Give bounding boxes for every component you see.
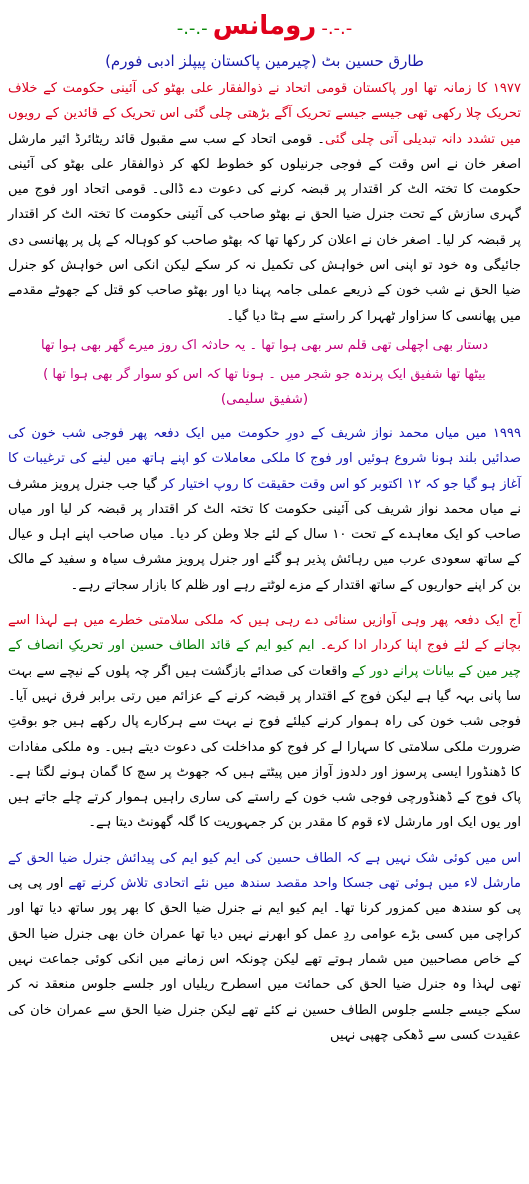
- paragraph-3-mid: ایم کیو ایم کے قائد الطاف حسین اور تحریکِ انصاف کے چیر مین کے بیانات پرانے دور کے: [8, 638, 521, 679]
- poem-line-1: دستار بھی اچھلی تھی قلم سر بھی ہوا تھا ۔ یہ حادثہ اک روز میرے گھر بھی ہوا تھا: [40, 337, 489, 353]
- header: [8, 8, 521, 44]
- page-title: رومانس: [212, 11, 317, 41]
- title-dash-right: -.-.-: [321, 18, 353, 39]
- poem-line-2: بیٹھا تھا شفیق ایک پرندہ جو شجر میں ۔ ہونا تھا کہ اس کو سوار گر بھی ہوا تھا ): [43, 366, 486, 382]
- paragraph-4: [8, 846, 521, 1048]
- paragraph-1-body: ۔ قومی اتحاد کے سب سے مقبول قائد ریٹائرڈ ائیر مارشل اصغر خان نے اس وقت کے فوجی جرنیلوں کو خطوط لکھ کر ذوالفقار علی بھٹو کی آئینی حکومت کا تختہ الٹ کر اقتدار پر قبضہ کرنے کی دعوت دے ڈالی۔ قومی اتحاد اور فوج میں گہری سازش کے تحت جنرل ضیا الحق نے بھٹو صاحب کی آئینی حکومت کا تختہ الٹ کر اقتدار پر قبضہ کر لیا۔ اصغر خان نے اعلان کر رکھا تھا کہ بھٹو صاحب کو کوہالہ کے پل پر پھانسی دی جائیگی وہ خود تو اپنی اس خواہش کی تکمیل نہ کر سکے لیکن انکی اس خواہش کو جنرل ضیا الحق نے شب خون کے ذریعے عملی جامہ پہنا دیا اور بھٹو صاحب کو قتل کے جھوٹے مقدمے میں پھانسی کا سزاوار ٹھہرا کر راستے سے ہٹا دیا گیا۔: [8, 131, 521, 324]
- author-byline: طارق حسین بٹ (چیرمین پاکستان پیپلز ادبی فورم): [105, 52, 424, 70]
- paragraph-1: [8, 76, 521, 329]
- paragraph-3-body: واقعات کی صدائے بازگشت ہیں اگر چہ پلوں کے نیچے سے بہت سا پانی بہہ گیا ہے لیکن فوج کے اقتدار پر قبضہ کرنے کے عزائم میں رتی برابر فرق نہیں آیا۔ فوجی شب خون کی راہ ہموار کرنے کیلئے فوج نے بہت سے ہرکارے پال رکھے ہیں جو بوقتِ ضرورت ملکی سلامتی کا سہارا لے کر فوج کو مداخلت کی دعوت دیتے ہیں۔ وہ ملکی مفادات کا ڈھنڈورا ایسی پرسوز اور دلدوز آواز میں پیٹتے ہیں کہ جھوٹ پر سچ کا گمان ہونے لگتا ہے۔ پاک فوج کے ڈھنڈورچی فوجی شب خون کے راستے کی ساری راہیں ہموار کرتے چلے جاتے ہیں اور یوں ایک اور مارشل لاء قوم کا مقدر بن کر جمہوریت کا گلہ گھونٹ دیتا ہے۔: [8, 663, 521, 831]
- title-dash-left: -.-.-: [176, 18, 208, 39]
- paragraph-1-lead: ۱۹۷۷ کا زمانہ تھا اور پاکستان قومی اتحاد نے ذوالفقار علی بھٹو کی آئینی حکومت کے خلاف تحریک چلا رکھی تھی جیسے جیسے تحریک آگے بڑھتی چلی گئی اس تحریک کے قائدین کے رویوں میں تشدد دانہ تبدیلی آتی چلی گئی: [8, 81, 522, 147]
- paragraph-3: [8, 608, 521, 836]
- paragraph-4-body: اور پی پی پی کو سندھ میں کمزور کرنا تھا۔ ایم کیو ایم نے جنرل ضیا الحق کا بھر پور ساتھ دیا تھا اور کراچی میں کسی بڑے عوامی ردِ عمل کو ابھرنے نہیں دیا تھا عمران خان بھی جنرل ضیا الحق کے خاص مصاحبین میں شمار ہوتے تھے لیکن چونکہ اس زمانے میں انکی کوئی جماعت نہیں تھی لہذا وہ جنرل ضیا الحق کی حمائت میں اسطرح ریلیاں اور جلسے جلوس منعقد نہ کر سکے جیسے جلسے جلوس الطاف حسین نے کئے تھے لیکن جنرل ضیا الحق سے عمران خان کی عقیدت کسی سے ڈھکی چھپی نہیں: [8, 876, 521, 1043]
- paragraph-2: [8, 421, 521, 598]
- paragraph-2-body: گیا جب جنرل پرویز مشرف نے میاں محمد نواز شریف کی آئینی حکومت کا تختہ الٹ کر اقتدار پر قبضہ کر لیا اور میاں صاحب کو ایک معاہدے کے تحت ۱۰ سال کے لئے جلا وطن کر دیا۔ میاں صاحب اپنے اہل و عیال کے ساتھ سعودی عرب میں رہائش پذیر ہو گئے اور جنرل پرویز مشرف سیاہ و سفید کے مالک بن کر اپنے حواریوں کے ساتھ اقتدار کے مزے لوٹتے رہے اور ظلم کا بازار سجاتے رہے۔: [8, 476, 521, 593]
- paragraph-4-lead: اس میں کوئی شک نہیں ہے کہ الطاف حسین کی ایم کیو ایم کی پیدائش جنرل ضیا الحق کے مارشل لاء میں ہوئی تھی جسکا واحد مقصد سندھ میں نئے اتحادی تلاش کرنے تھے: [8, 850, 521, 892]
- poem-author: (شفیق سلیمی): [220, 390, 309, 407]
- paragraph-2-lead: ۱۹۹۹ میں میاں محمد نواز شریف کے دورِ حکومت میں ایک دفعہ پھر فوجی شب خون کی صدائیں بلند ہونا شروع ہوئیں اور فوج کا ملکی معاملات کو اپنے ہاتھ میں لینے کی ترغیبات کا آغاز ہو گیا جو کہ ۱۲ اکتوبر کو اس وقت حقیقت کا روپ اختیار کر: [8, 425, 521, 492]
- paragraph-3-lead: آج ایک دفعہ پھر وہی آوازیں سنائی دے رہی ہیں کہ ملکی سلامتی خطرے میں ہے لہذا اسے بچانے کے لئے فوج اپنا کردار ادا کرے۔: [8, 613, 521, 654]
